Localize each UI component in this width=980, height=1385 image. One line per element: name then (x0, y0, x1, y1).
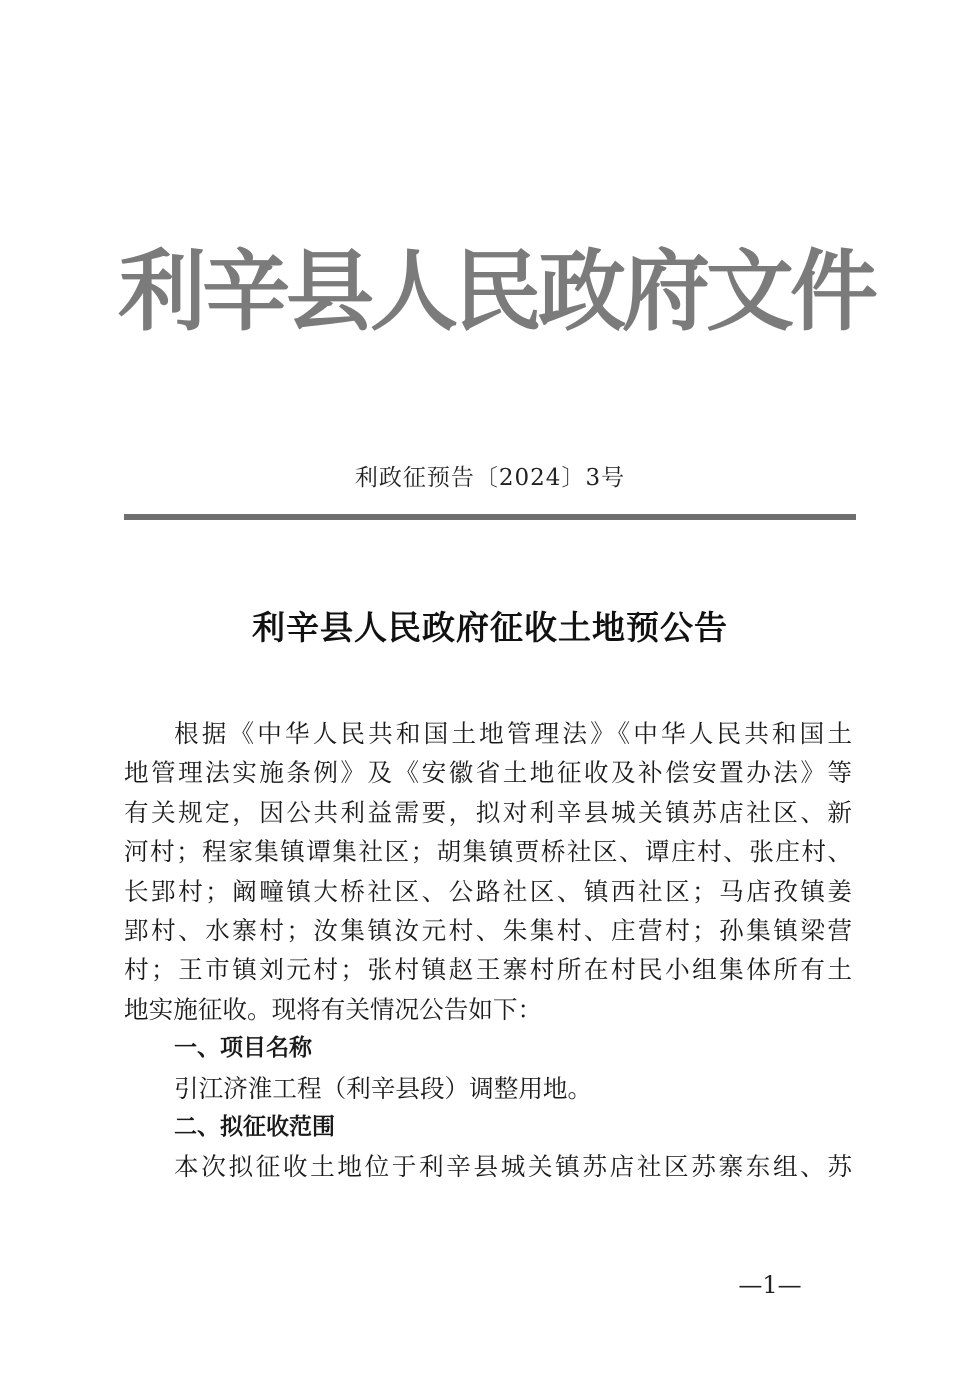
body-line: 地实施征收。现将有关情况公告如下： (124, 994, 543, 1024)
body-line: 村；王市镇刘元村；张村镇赵王寨村所在村民小组集体所有土 (124, 955, 852, 985)
document-number: 利政征预告〔2024〕3号 (354, 465, 626, 491)
page-number: —1— (738, 1271, 802, 1299)
masthead-title: 利辛县人民政府文件 (118, 240, 875, 343)
body-line: 根据《中华人民共和国土地管理法》《中华人民共和国土 (174, 719, 852, 748)
section-text-scope: 本次拟征收土地位于利辛县城关镇苏店社区苏寨东组、苏 (174, 1152, 852, 1182)
body-line: 有关规定，因公共利益需要，拟对利辛县城关镇苏店社区、新 (124, 797, 852, 827)
separator-rule (124, 514, 856, 520)
body-line: 长郢村；阚疃镇大桥社区、公路社区、镇西社区；马店孜镇姜 (124, 876, 852, 906)
body-line: 郢村、水寨村；汝集镇汝元村、朱集村、庄营村；孙集镇梁营 (124, 915, 852, 945)
section-heading-project-name: 一、项目名称 (174, 1035, 312, 1062)
document-title: 利辛县人民政府征收土地预公告 (252, 608, 728, 647)
section-text-project-name: 引江济淮工程（利辛县段）调整用地。 (174, 1073, 593, 1103)
document-body (124, 714, 852, 1187)
section-heading-scope: 二、拟征收范围 (174, 1113, 335, 1140)
body-line: 河村；程家集镇谭集社区；胡集镇贾桥社区、谭庄村、张庄村、 (124, 837, 852, 867)
body-line: 地管理法实施条例》及《安徽省土地征收及补偿安置办法》等 (124, 758, 852, 788)
